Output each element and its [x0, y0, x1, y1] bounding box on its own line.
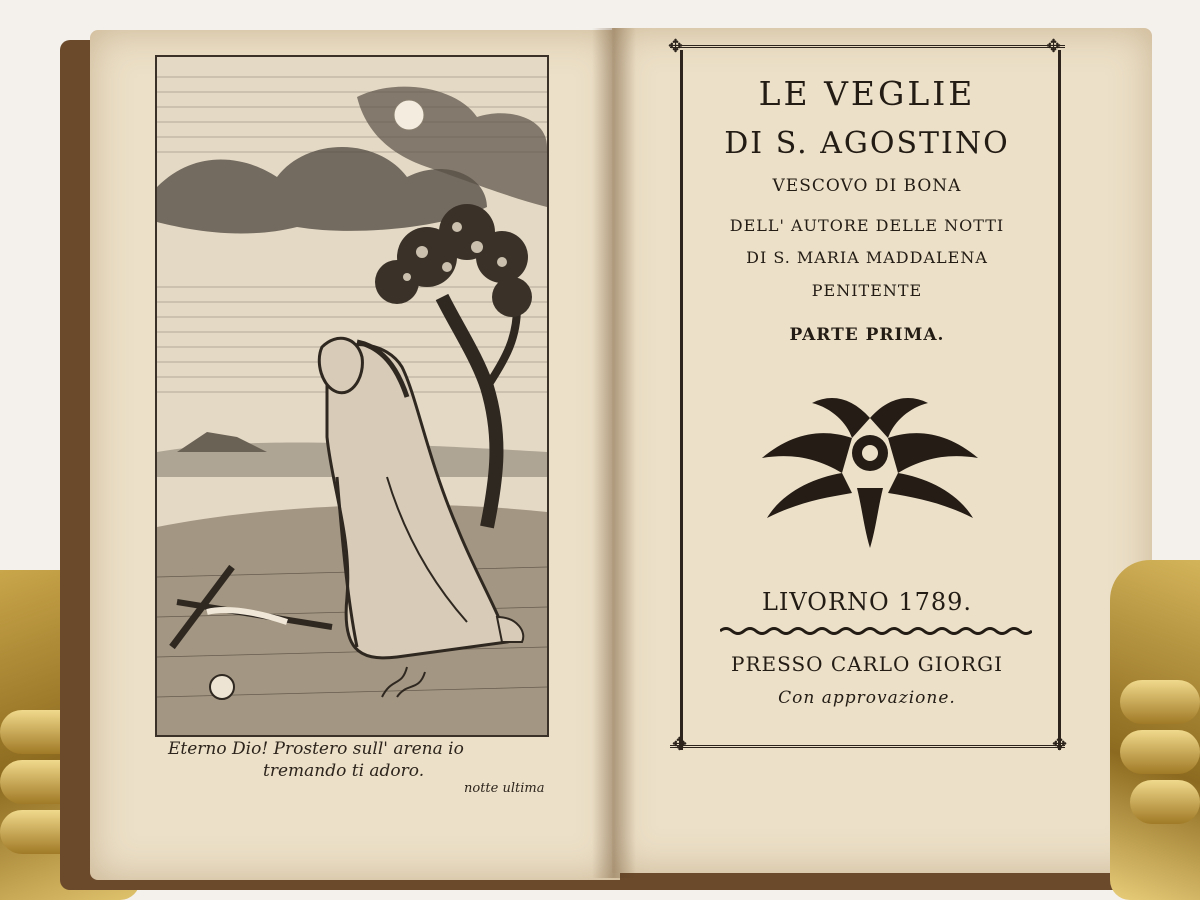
frontispiece-engraving: [155, 55, 549, 737]
corner-ornament-icon: ✥: [672, 734, 688, 755]
corner-ornament-icon: ✥: [668, 36, 684, 57]
caption-line-1: Eterno Dio! Prostero sull' arena io: [168, 739, 464, 759]
engraving-caption: [168, 738, 568, 796]
author-attribution-3: PENITENTE: [811, 281, 923, 300]
author-attribution-2: DI S. MARIA MADDALENA: [746, 248, 988, 267]
caption-line-2: tremando ti adoro.: [263, 761, 425, 781]
place-and-year: LIVORNO 1789.: [761, 588, 973, 616]
floral-ornament-icon: [752, 378, 988, 554]
corner-ornament-icon: ✥: [1052, 734, 1068, 755]
author-attribution: DELL' AUTORE DELLE NOTTI: [729, 216, 1005, 235]
author-title: VESCOVO DI BONA: [772, 176, 962, 196]
title-page-bottom-rule: [670, 745, 1065, 758]
stand-finger: [1120, 680, 1200, 724]
book-title: LE VEGLIE: [758, 74, 976, 113]
stand-finger: [1120, 730, 1200, 774]
publisher: PRESSO CARLO GIORGI: [731, 652, 1003, 676]
corner-ornament-icon: ✥: [1046, 36, 1062, 57]
stand-finger: [1130, 780, 1200, 824]
book-subtitle: DI S. AGOSTINO: [724, 126, 1010, 161]
approval-note: Con approvazione.: [778, 688, 956, 708]
volume-label: PARTE PRIMA.: [789, 325, 945, 345]
caption-note: notte ultima: [464, 781, 545, 796]
title-page-top-rule: [670, 45, 1065, 58]
gold-book-stand-right: [1110, 560, 1200, 900]
wavy-rule: [720, 626, 1032, 636]
book-gutter: [592, 28, 636, 878]
engraving-illustration: [157, 57, 547, 735]
